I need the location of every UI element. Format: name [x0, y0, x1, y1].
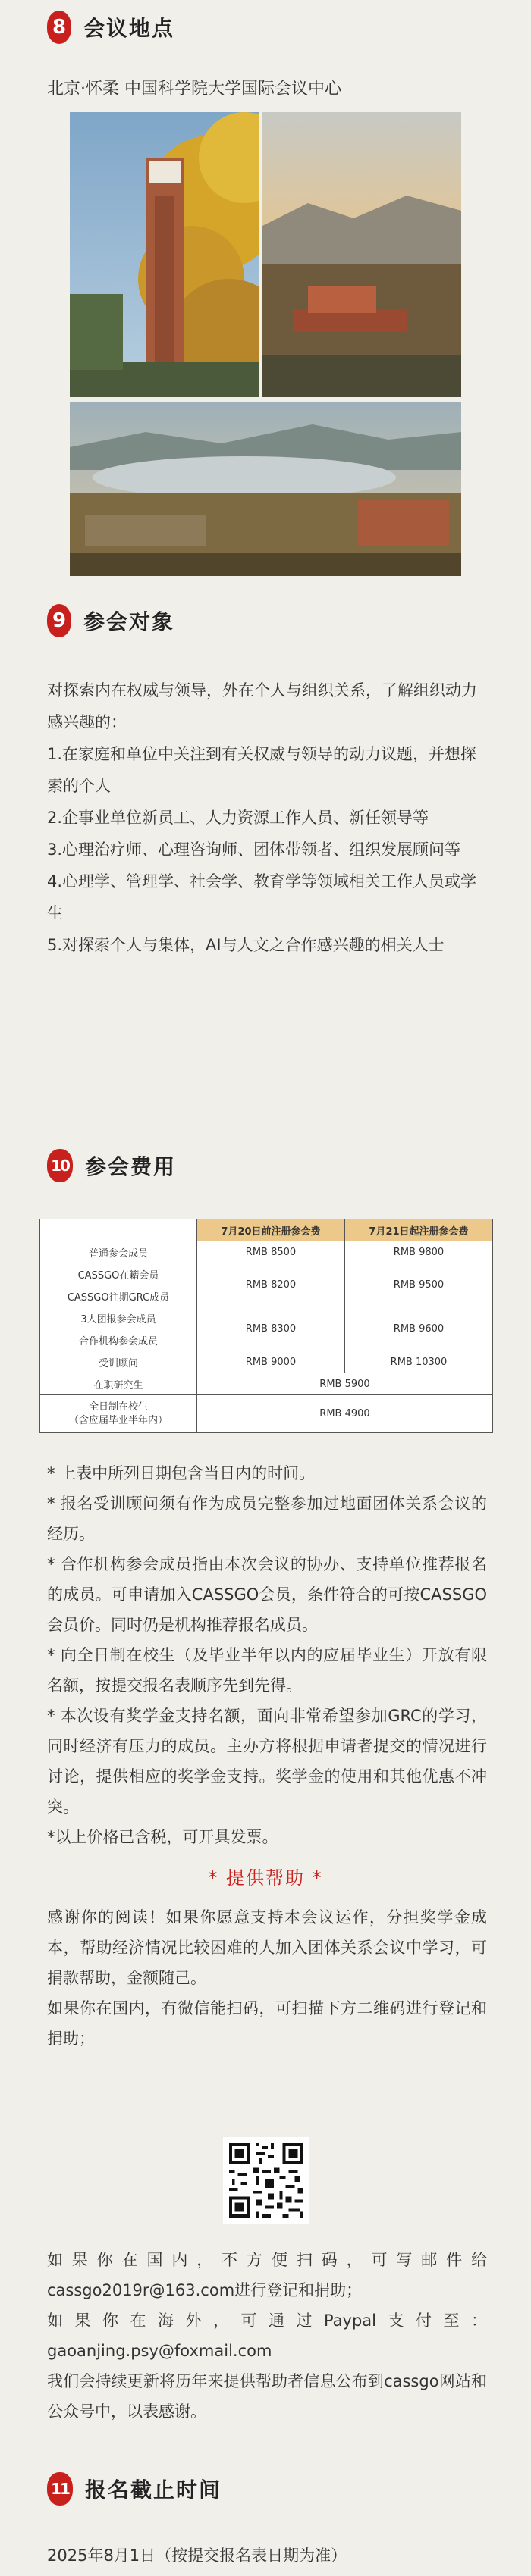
section-venue-header — [47, 11, 174, 44]
table-row — [40, 1307, 493, 1329]
help-text — [47, 1902, 487, 2054]
section-title: 参会对象 — [83, 609, 175, 634]
table-header-row — [40, 1219, 493, 1241]
lake-campus-photo — [70, 402, 461, 576]
table-cell-price: RMB 9600 — [345, 1307, 493, 1351]
section-title: 会议地点 — [83, 16, 175, 41]
fee-note: * 上表中所列日期包含当日内的时间。 — [47, 1464, 316, 1482]
section-audience-header — [47, 604, 174, 637]
qr-code-icon — [223, 2137, 309, 2224]
table-cell-price: RMB 10300 — [345, 1351, 493, 1373]
table-row — [40, 1241, 493, 1263]
table-row — [40, 1373, 493, 1395]
table-row — [40, 1351, 493, 1373]
table-cell-name: 3人团报参会成员 — [40, 1307, 197, 1329]
table-cell-name: CASSGO在籍会员 — [40, 1263, 197, 1285]
table-cell-name: CASSGO往期GRC成员 — [40, 1285, 197, 1307]
audience-item: 3.心理治疗师、心理咨询师、团体带领者、组织发展顾问等 — [47, 840, 461, 859]
clock-tower-photo — [70, 112, 259, 397]
table-cell-price: RMB 9000 — [197, 1351, 345, 1373]
audience-item: 1.在家庭和单位中关注到有关权威与领导的动力议题，并想探索的个人 — [47, 745, 477, 795]
audience-item: 2.企事业单位新员工、人力资源工作人员、新任领导等 — [47, 809, 429, 827]
table-header-early: 7月20日前注册参会费 — [197, 1219, 345, 1241]
table-header-blank — [40, 1219, 197, 1241]
fee-notes — [47, 1458, 487, 1852]
audience-text — [47, 675, 487, 961]
venue-location: 北京·怀柔 中国科学院大学国际会议中心 — [47, 80, 341, 99]
table-cell-price: RMB 9800 — [345, 1241, 493, 1263]
donation-qr-code[interactable] — [223, 2137, 309, 2224]
table-row — [40, 1263, 493, 1285]
campus-aerial-photo — [262, 112, 461, 397]
section-title: 参会费用 — [85, 1154, 177, 1179]
section-title: 报名截止时间 — [85, 2477, 222, 2502]
fee-note: * 报名受训顾问须有作为成员完整参加过地面团体关系会议的经历。 — [47, 1495, 487, 1543]
audience-item: 4.心理学、管理学、社会学、教育学等领域相关工作人员或学生 — [47, 872, 477, 922]
audience-item: 5.对探索个人与集体，AI与人文之合作感兴趣的相关人士 — [47, 936, 445, 954]
table-cell-price: RMB 8500 — [197, 1241, 345, 1263]
section-fees-header — [47, 1149, 176, 1182]
help-title: * 提供帮助 * — [208, 1867, 323, 1889]
table-cell-price: RMB 9500 — [345, 1263, 493, 1307]
table-header-late: 7月21日起注册参会费 — [345, 1219, 493, 1241]
fee-table — [39, 1219, 493, 1433]
help-paragraph: 我们会持续更新将历年来提供帮助者信息公布到cassgo网站和公众号中，以表感谢。 — [47, 2372, 487, 2421]
table-cell-name: 合作机构参会成员 — [40, 1329, 197, 1351]
table-cell-name-line: （含应届毕业半年内） — [68, 1414, 168, 1426]
help-paragraph: 如果你在国内，不方便扫码，可写邮件给cassgo2019r@163.com进行登记和捐助； — [47, 2251, 487, 2299]
table-row — [40, 1395, 493, 1433]
help-paragraph: 如果你在国内，有微信能扫码，可扫描下方二维码进行登记和捐助； — [47, 1999, 487, 2048]
table-cell-price: RMB 8200 — [197, 1263, 345, 1307]
section-number-badge: 8 — [47, 11, 71, 44]
section-number-badge: 9 — [47, 604, 71, 637]
table-cell-price: RMB 5900 — [197, 1373, 493, 1395]
help-paragraph: 如果你在海外，可通过Paypal支付至：gaoanjing.psy@foxmail.com — [47, 2312, 487, 2360]
section-deadline-header — [47, 2472, 222, 2506]
table-cell-name: 受训顾问 — [40, 1351, 197, 1373]
help-paragraph: 感谢你的阅读！如果你愿意支持本会议运作，分担奖学金成本，帮助经济情况比较困难的人加入团体关系会议中学习，可捐款帮助，金额随己。 — [47, 1908, 487, 1987]
fee-note: * 本次设有奖学金支持名额，面向非常希望参加GRC的学习，同时经济有压力的成员。主办方将根据申请者提交的情况进行讨论，提供相应的奖学金支持。奖学金的使用和其他优惠不冲突。 — [47, 1707, 487, 1816]
table-cell-name: 普通参会成员 — [40, 1241, 197, 1263]
fee-note: * 向全日制在校生（及毕业半年以内的应届毕业生）开放有限名额，按提交报名表顺序先到先得。 — [47, 1646, 487, 1695]
table-cell-price: RMB 4900 — [197, 1395, 493, 1433]
help-text-2 — [47, 2245, 487, 2427]
table-cell-price: RMB 8300 — [197, 1307, 345, 1351]
fee-note: *以上价格已含税，可开具发票。 — [47, 1828, 278, 1846]
fee-note: * 合作机构参会成员指由本次会议的协办、支持单位推荐报名的成员。可申请加入CASSGO会员，条件符合的可按CASSGO会员价。同时仍是机构推荐报名成员。 — [47, 1555, 487, 1634]
table-cell-name: 在职研究生 — [40, 1373, 197, 1395]
section-number-badge: 11 — [47, 2472, 73, 2506]
table-cell-name — [40, 1395, 197, 1433]
deadline-text: 2025年8月1日（按提交报名表日期为准） — [47, 2546, 347, 2565]
table-cell-name-line: 全日制在校生 — [88, 1401, 148, 1413]
section-number-badge: 10 — [47, 1149, 73, 1182]
audience-intro: 对探索内在权威与领导，外在个人与组织关系，了解组织动力感兴趣的： — [47, 681, 477, 731]
